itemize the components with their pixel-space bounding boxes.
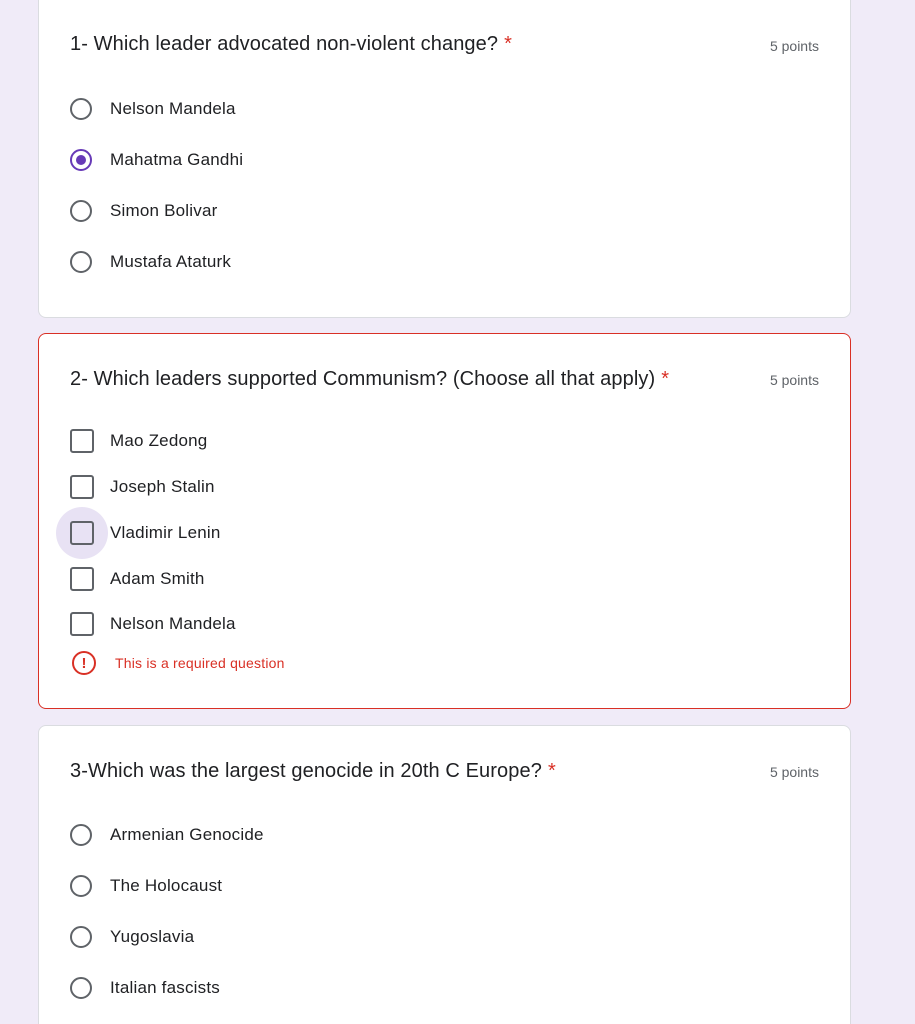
checkbox-option[interactable]	[70, 473, 215, 501]
radio-option[interactable]	[70, 974, 220, 1002]
checkbox[interactable]	[70, 567, 94, 591]
error-text: This is a required question	[115, 655, 285, 671]
required-error-message	[72, 651, 285, 675]
option-label: Nelson Mandela	[110, 99, 236, 118]
checkbox[interactable]	[70, 521, 94, 545]
checkbox-container	[70, 612, 94, 636]
checkbox-container-hover	[70, 521, 94, 545]
radio-option[interactable]	[70, 95, 236, 123]
radio-button-selected[interactable]	[70, 149, 92, 171]
option-label: Simon Bolivar	[110, 201, 218, 220]
question-card-3	[38, 725, 851, 1024]
checkbox-option[interactable]	[70, 610, 236, 638]
required-asterisk: *	[504, 33, 512, 55]
option-label: Mustafa Ataturk	[110, 252, 232, 271]
question-title: 2- Which leaders supported Communism? (Choose all that apply) *	[70, 368, 670, 390]
question-card-1	[38, 0, 851, 318]
required-asterisk: *	[661, 368, 670, 390]
radio-button[interactable]	[70, 251, 92, 273]
points-label: 5 points	[769, 764, 819, 780]
option-label: Nelson Mandela	[110, 614, 236, 633]
option-label: Armenian Genocide	[110, 825, 264, 844]
checkbox-option[interactable]	[70, 519, 221, 547]
radio-option[interactable]	[70, 146, 243, 174]
option-label: Vladimir Lenin	[110, 523, 221, 542]
checkbox[interactable]	[70, 429, 94, 453]
radio-button[interactable]	[70, 926, 92, 948]
checkbox-container	[70, 567, 94, 591]
radio-option[interactable]	[70, 872, 222, 900]
option-label: The Holocaust	[110, 876, 223, 895]
option-label: Adam Smith	[110, 569, 205, 588]
radio-button[interactable]	[70, 875, 92, 897]
question-card-2	[38, 333, 851, 709]
required-asterisk: *	[547, 760, 556, 782]
checkbox-container	[70, 475, 94, 499]
radio-option[interactable]	[70, 248, 231, 276]
radio-button[interactable]	[70, 98, 92, 120]
radio-button[interactable]	[70, 824, 92, 846]
option-label: Italian fascists	[110, 978, 220, 997]
exclamation-circle-icon: !	[72, 651, 96, 675]
checkbox-container	[70, 429, 94, 453]
points-label: 5 points	[769, 38, 819, 54]
checkbox-option[interactable]	[70, 565, 205, 593]
radio-option[interactable]	[70, 821, 264, 849]
option-label: Yugoslavia	[110, 927, 195, 946]
radio-option[interactable]	[70, 197, 217, 225]
option-label: Mahatma Gandhi	[110, 150, 244, 169]
checkbox-option[interactable]	[70, 427, 207, 455]
radio-button[interactable]	[70, 200, 92, 222]
question-title: 3-Which was the largest genocide in 20th C Europe? *	[70, 760, 556, 782]
radio-button[interactable]	[70, 977, 92, 999]
checkbox[interactable]	[70, 612, 94, 636]
radio-option[interactable]	[70, 923, 194, 951]
option-label: Joseph Stalin	[110, 477, 215, 496]
checkbox[interactable]	[70, 475, 94, 499]
option-label: Mao Zedong	[110, 431, 208, 450]
points-label: 5 points	[769, 372, 819, 388]
question-title: 1- Which leader advocated non-violent change? *	[70, 33, 512, 55]
